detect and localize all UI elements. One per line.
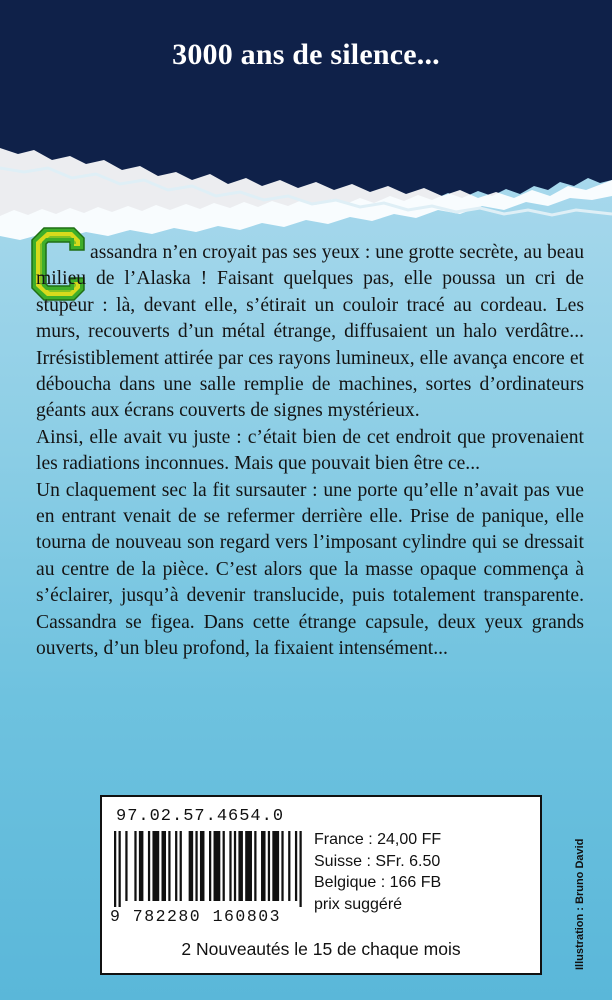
barcode-bar xyxy=(125,831,127,901)
barcode-bar xyxy=(152,831,159,901)
barcode-bar xyxy=(148,831,150,901)
barcode-bar xyxy=(134,831,136,901)
barcode-bar xyxy=(234,831,236,901)
barcode-bar xyxy=(223,831,225,901)
release-schedule: 2 Nouveautés le 15 de chaque mois xyxy=(181,939,461,959)
blurb-paragraph: Un claquement sec la fit sursauter : une porte qu’elle n’avait pas vue en entrant venait de se refermer derrière elle. Prise de panique, elle tourna de nouveau son regard vers l’imposant cylindre qui se dressait au centre de la pièce. C’est alors que la masse opaque commença à s’éclairer, jusqu’à devenir translucide, puis totalement transparente. Cassandra se figea. Dans cette étrange capsule, deux yeux grands ouverts, d’un bleu profond, la fixaient intensément... xyxy=(36,479,584,660)
blurb-paragraph: assandra n’en croyait pas ses yeux : une grotte secrète, au beau milieu de l’Alaska ! Faisant quelques pas, elle poussa un cri de stupeur : là, devant elle, s’étirait un couloir tracé au cordeau. Les murs, recouverts d’un métal étrange, diffusaient un halo verdâtre... Irrésistiblement attirée par ces rayons lumineux, elle avança encore et déboucha dans une salle remplie de machines, sortes d’ordinateurs géants aux écrans couverts de signes mystérieux. xyxy=(36,242,584,422)
price-france: France : 24,00 FF xyxy=(314,831,442,848)
price-list xyxy=(314,829,441,915)
barcode-bar xyxy=(272,831,279,901)
barcode-bar xyxy=(299,831,301,907)
barcode-bar xyxy=(189,831,194,901)
barcode-bar xyxy=(180,831,182,901)
barcode-bar xyxy=(114,831,116,907)
price-suisse: Suisse : SFr. 6.50 xyxy=(314,852,441,870)
barcode-bar xyxy=(119,831,121,907)
navy-torn-band xyxy=(0,0,612,240)
headline: 3000 ans de silence... xyxy=(172,38,440,71)
ean-digits: 9 782280 160803 xyxy=(110,907,282,926)
barcode-bar xyxy=(209,831,211,901)
barcode-image xyxy=(114,831,304,907)
blurb-text xyxy=(36,240,584,663)
barcode-panel xyxy=(100,795,542,975)
illustration-credit: Illustration : Bruno David xyxy=(574,838,586,970)
barcode-bar xyxy=(245,831,252,901)
blurb-paragraph: Ainsi, elle avait vu juste : c’était bien de cet endroit que provenaient les radiations inconnues. Mais que pouvait bien être ce... xyxy=(36,426,584,475)
barcode-bar xyxy=(200,831,205,901)
barcode-bar xyxy=(195,831,197,901)
barcode-bar xyxy=(254,831,256,901)
barcode-bar xyxy=(261,831,266,901)
barcode-bar xyxy=(162,831,167,901)
barcode-bar xyxy=(268,831,270,901)
barcode-bar xyxy=(229,831,231,901)
barcode-bar xyxy=(168,831,170,901)
barcode-bar xyxy=(238,831,243,901)
price-note: prix suggéré xyxy=(314,895,403,913)
barcode-bar xyxy=(214,831,221,901)
barcode-bar xyxy=(139,831,144,901)
barcode-bar xyxy=(175,831,177,901)
isbn-number: 97.02.57.4654.0 xyxy=(116,807,285,826)
price-belgique: Belgique : 166 FB xyxy=(314,874,442,891)
barcode-bar xyxy=(288,831,290,901)
barcode-bar xyxy=(281,831,283,901)
barcode-bar xyxy=(295,831,297,901)
